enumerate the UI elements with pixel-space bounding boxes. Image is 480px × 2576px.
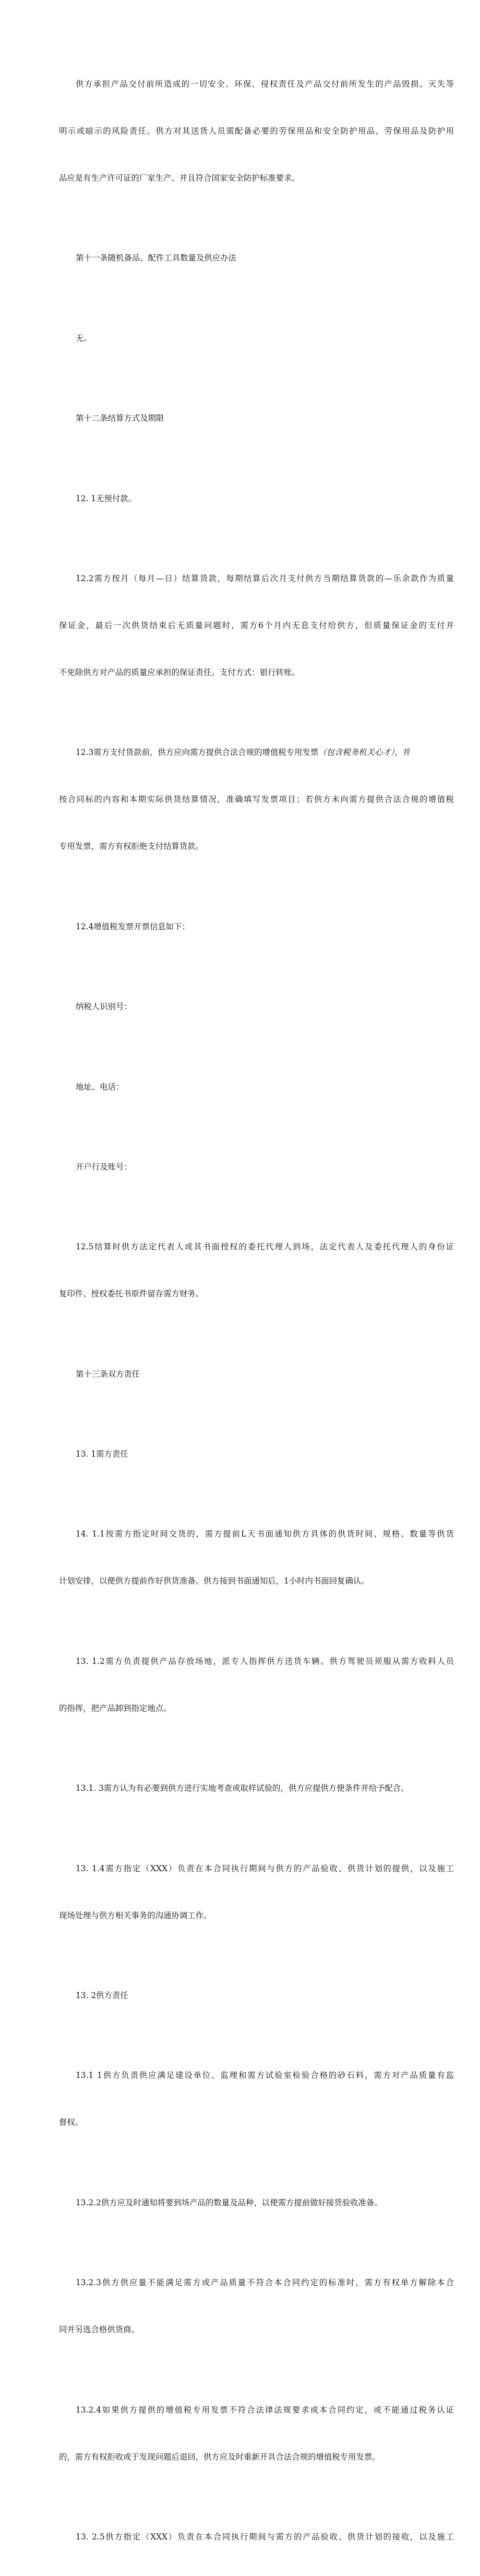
text-line: 13.1 1供方负责供应满足建设单位、监理和需方试验室检验合格的砂石料，需方对产品质量有监 bbox=[76, 2071, 454, 2081]
text-line: 按合同标的内容和本期实际供货结算情况，准确填写发票项目；若供方未向需方提供合法合规的增值税 bbox=[59, 795, 454, 805]
clause-13-2-4 bbox=[59, 2371, 454, 2496]
section-heading: 第十三条双方责任 bbox=[76, 1369, 140, 1379]
text-line: 13.2.2供方应及时通知将要到场产品的数量及品种，以便需方提前做好接货验收准备。 bbox=[76, 2197, 382, 2207]
field-label: 纳税人识别号： bbox=[76, 1002, 132, 1012]
heading-article-12 bbox=[76, 379, 454, 457]
text-line: 现场处理与供方相关事务的沟通协调工作。 bbox=[59, 1910, 212, 1920]
text-line: 13.2.4如果供方提供的增值税专用发票不符合法律法规要求或本合同约定，或不能通过税务认证 bbox=[76, 2405, 454, 2415]
text-line: 供方承担产品交付前所造成的一切安全、环保、侵权责任及产品交付前所发生的产品毁损、灭失等 bbox=[76, 79, 454, 89]
text-line: 13.1. 3需方认为有必要到供方进行实地考查或取样试验的，供方应提供方便条件并给予配合。 bbox=[76, 1783, 409, 1793]
text-line: 专用发票，需方有权拒绝支付结算货款。 bbox=[59, 842, 204, 852]
clause-13-2 bbox=[76, 1956, 454, 2035]
text-line: 13.2.3供方供应量不能满足需方或产品质量不符合本合同约定的标准时，需方有权单方解除本合 bbox=[76, 2278, 454, 2288]
text-line: 12.5结算时供方法定代表人或其书面授权的委托代理人到场，法定代表人及委托代理人的身份证 bbox=[76, 1242, 454, 1252]
text-line: 督权。 bbox=[59, 2118, 83, 2128]
clause-13-1 bbox=[76, 1415, 454, 1493]
clause-12-1 bbox=[76, 459, 454, 538]
clause-13-2-2 bbox=[76, 2164, 454, 2242]
text-line: 13. 1需方责任 bbox=[76, 1449, 128, 1459]
clause-12-4 bbox=[76, 888, 454, 966]
section-heading: 第十一条随机备品、配件工具数量及供应办法 bbox=[76, 253, 236, 263]
text-line: 计划安排，以便供方提前作好供货准备。供方接到书面通知后，1小时内书面回复确认。 bbox=[59, 1576, 369, 1586]
field-label: 开户行及账号： bbox=[76, 1162, 132, 1172]
text-line: 保证金，最后一次供货结束后无质量问题时，需方6个月内无息支付给供方，但质量保证金的支付并 bbox=[59, 620, 454, 630]
text-line: 13. 2.5供方指定（XXX）负责在本合同执行期间与需方的产品验收、供货计划的接收，以及施工 bbox=[76, 2532, 454, 2542]
field-taxpayer-id bbox=[76, 967, 454, 1046]
clause-12-3 bbox=[59, 713, 454, 885]
clause-14-1-1 bbox=[59, 1495, 454, 1620]
section-heading: 第十二条结算方式及期限 bbox=[76, 413, 164, 423]
text-line: 12. 1无预付款。 bbox=[76, 493, 137, 503]
text-line: 12.4增值税发票开票信息如下： bbox=[76, 921, 190, 931]
text-line: 的，需方有权拒收或于发现问题后退回，供方应及时重新开具合法合规的增值税专用发票。 bbox=[59, 2452, 380, 2462]
heading-article-13 bbox=[76, 1335, 454, 1413]
clause-13-1-1b bbox=[59, 2036, 454, 2161]
clause-12-5 bbox=[59, 1208, 454, 1333]
clause-13-1-2 bbox=[59, 1622, 454, 1747]
field-bank-account bbox=[76, 1128, 454, 1206]
paragraph-none bbox=[76, 299, 454, 377]
clause-13-1-3 bbox=[76, 1749, 454, 1827]
clause-13-1-4 bbox=[59, 1829, 454, 1955]
clause-13-2-5 bbox=[76, 2498, 454, 2576]
text-line: 的指挥，把产品卸到指定地点。 bbox=[59, 1703, 172, 1713]
italic-note: （包含税务机关心才） bbox=[318, 748, 395, 758]
text-line: 13. 1.2需方负责提供产品存放场地，派专人指挥供方送货车辆。供方驾驶员须服从需方收料人员 bbox=[76, 1656, 454, 1666]
clause-text: 12.3需方支付货款前，供方应向需方提供合法合规的增值税专用发票 bbox=[76, 748, 319, 758]
paragraph-supplier-liability bbox=[59, 45, 454, 217]
text-line: 复印件、授权委托书原件留存需方财务。 bbox=[59, 1289, 204, 1299]
clause-13-2-3 bbox=[59, 2243, 454, 2369]
field-label: 地址、电话： bbox=[76, 1082, 124, 1092]
text-line: 12.2需方按月（每月—日）结算货款，每期结算后次月支付供方当期结算货款的—乐余款作为质量 bbox=[76, 573, 454, 583]
text-line: 不免除供方对产品的质量应承担的保证责任。支付方式：银行转账。 bbox=[59, 667, 300, 677]
text-line: 14. 1.1按需方指定时间交货的，需方提前L天书面通知供方具体的供货时间、规格、数量等供货 bbox=[76, 1529, 454, 1539]
text-line: 13. 1.4需方指定（XXX）负责在本合同执行期间与供方的产品验收、供货计划的提供，以及施工 bbox=[76, 1863, 454, 1873]
clause-text-tail: ，并 bbox=[394, 748, 411, 758]
clause-12-2 bbox=[59, 539, 454, 712]
text-line: 同并另选合格供货商。 bbox=[59, 2325, 139, 2335]
text-line bbox=[76, 745, 454, 760]
heading-article-11 bbox=[76, 219, 454, 297]
text-line: 13. 2供方责任 bbox=[76, 1991, 128, 2001]
text-line: 无。 bbox=[76, 333, 92, 343]
text-line: 品应是有生产许可证的厂家生产、并且符合国家安全防护标准要求。 bbox=[59, 173, 300, 183]
field-address-phone bbox=[76, 1048, 454, 1126]
text-line: 明示或暗示的风险责任。供方对其送货人员需配备必要的劳保用品和安全防护用品，劳保用品及防护用 bbox=[59, 126, 454, 136]
